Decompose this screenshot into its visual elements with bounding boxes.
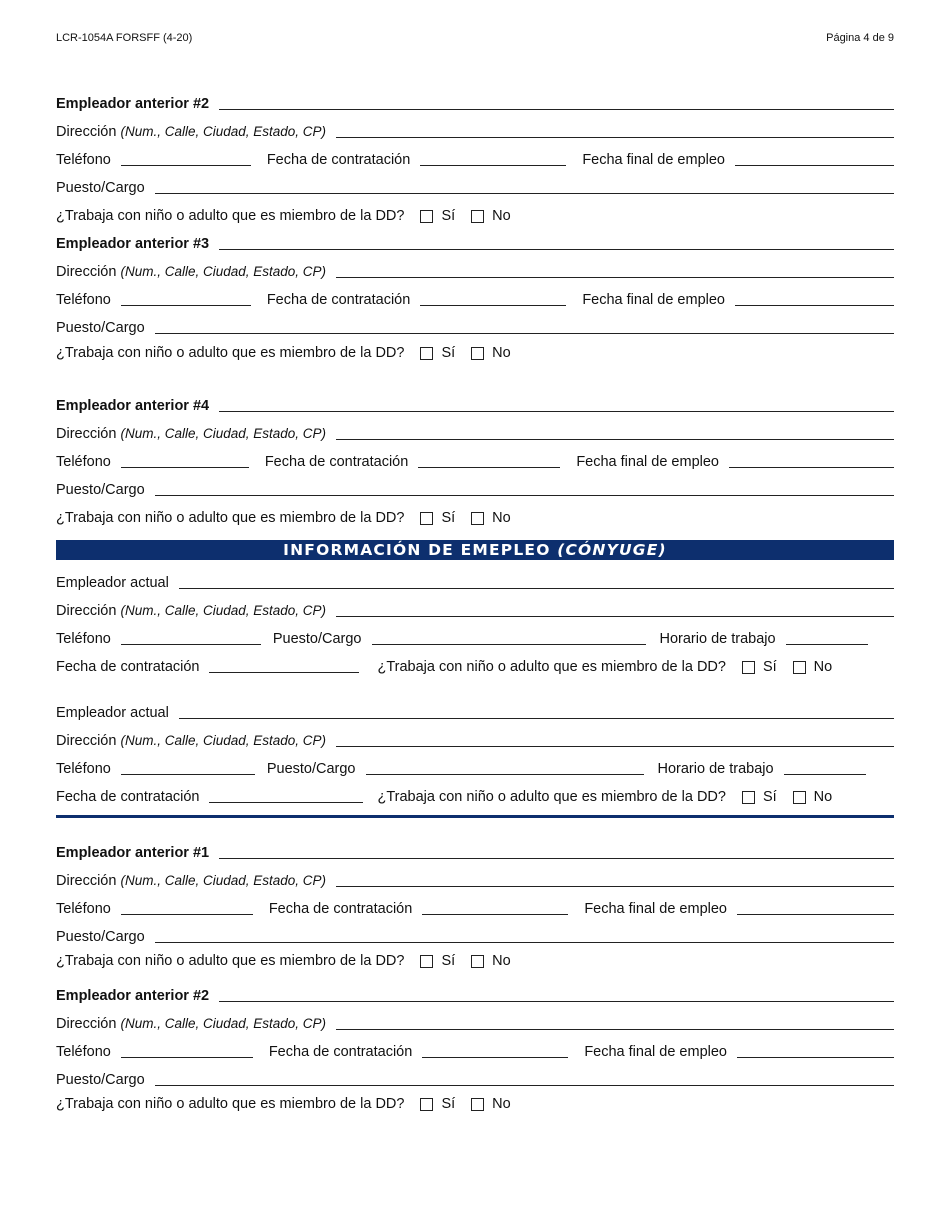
work-schedule-label: Horario de trabajo bbox=[659, 631, 776, 647]
dd-question: ¿Trabaja con niño o adulto que es miembro de la DD? bbox=[56, 208, 405, 224]
position-label: Puesto/Cargo bbox=[266, 761, 356, 777]
end-date-label: Fecha final de empleo bbox=[582, 152, 725, 168]
dd-question: ¿Trabaja con niño o adulto que es miembro de la DD? bbox=[56, 345, 405, 361]
end-date-label: Fecha final de empleo bbox=[584, 1044, 727, 1060]
dd-question: ¿Trabaja con niño o adulto que es miembro de la DD? bbox=[377, 789, 726, 805]
address-field[interactable] bbox=[336, 121, 894, 138]
phone-field[interactable] bbox=[121, 289, 251, 306]
address-label: Dirección (Num., Calle, Ciudad, Estado, CP) bbox=[56, 733, 327, 749]
phone-label: Teléfono bbox=[56, 1044, 111, 1060]
address-label: Dirección (Num., Calle, Ciudad, Estado, CP) bbox=[56, 603, 327, 619]
no-checkbox[interactable] bbox=[793, 661, 806, 674]
dd-question: ¿Trabaja con niño o adulto que es miembro de la DD? bbox=[56, 953, 405, 969]
prev-employer-field[interactable] bbox=[219, 842, 894, 859]
phone-label: Teléfono bbox=[56, 631, 111, 647]
no-checkbox[interactable] bbox=[471, 955, 484, 968]
address-row bbox=[56, 121, 894, 143]
yes-checkbox[interactable] bbox=[420, 210, 433, 223]
phone-date-row bbox=[56, 289, 894, 311]
yes-label: Sí bbox=[441, 208, 456, 224]
address-field[interactable] bbox=[336, 423, 894, 440]
position-field[interactable] bbox=[155, 479, 894, 496]
no-label: No bbox=[492, 953, 511, 969]
dd-question-row bbox=[56, 205, 894, 227]
dd-question-row bbox=[56, 950, 894, 972]
prev-employer-field[interactable] bbox=[219, 93, 894, 110]
phone-date-row bbox=[56, 149, 894, 171]
no-checkbox[interactable] bbox=[471, 347, 484, 360]
position-row bbox=[56, 479, 894, 501]
phone-field[interactable] bbox=[121, 758, 255, 775]
hire-date-label: Fecha de contratación bbox=[268, 901, 413, 917]
prev-employer-row bbox=[56, 985, 894, 1007]
end-date-label: Fecha final de empleo bbox=[582, 292, 725, 308]
phone-field[interactable] bbox=[121, 898, 253, 915]
form-code: LCR-1054A FORSFF (4-20) bbox=[56, 32, 193, 44]
work-schedule-field[interactable] bbox=[784, 758, 866, 775]
phone-label: Teléfono bbox=[56, 761, 111, 777]
hire-date-field[interactable] bbox=[418, 451, 560, 468]
phone-field[interactable] bbox=[121, 149, 251, 166]
yes-label: Sí bbox=[441, 1096, 456, 1112]
prev-employer-title: Empleador anterior #2 bbox=[56, 988, 210, 1004]
address-row bbox=[56, 730, 894, 752]
phone-field[interactable] bbox=[121, 628, 261, 645]
section-divider bbox=[56, 815, 894, 818]
end-date-field[interactable] bbox=[735, 289, 894, 306]
no-label: No bbox=[492, 1096, 511, 1112]
yes-checkbox[interactable] bbox=[420, 955, 433, 968]
prev-employer-field[interactable] bbox=[219, 395, 894, 412]
phone-date-row bbox=[56, 898, 894, 920]
hire-date-dd-row bbox=[56, 656, 894, 678]
yes-label: Sí bbox=[441, 345, 456, 361]
hire-date-field[interactable] bbox=[209, 786, 363, 803]
prev-employer-field[interactable] bbox=[219, 985, 894, 1002]
yes-label: Sí bbox=[762, 659, 777, 675]
no-checkbox[interactable] bbox=[793, 791, 806, 804]
position-row bbox=[56, 317, 894, 339]
position-row bbox=[56, 177, 894, 199]
prev-employer-title: Empleador anterior #1 bbox=[56, 845, 210, 861]
end-date-field[interactable] bbox=[737, 1041, 894, 1058]
prev-employer-row bbox=[56, 93, 894, 115]
no-label: No bbox=[813, 789, 833, 805]
current-employer-field[interactable] bbox=[179, 702, 894, 719]
prev-employer-field[interactable] bbox=[219, 233, 894, 250]
dd-question: ¿Trabaja con niño o adulto que es miembro de la DD? bbox=[377, 659, 726, 675]
yes-checkbox[interactable] bbox=[420, 347, 433, 360]
position-field[interactable] bbox=[155, 317, 894, 334]
dd-question-row bbox=[56, 342, 894, 364]
work-schedule-label: Horario de trabajo bbox=[657, 761, 774, 777]
address-field[interactable] bbox=[336, 600, 894, 617]
position-label: Puesto/Cargo bbox=[56, 929, 145, 945]
current-employer-label: Empleador actual bbox=[56, 705, 169, 721]
position-label: Puesto/Cargo bbox=[56, 1072, 145, 1088]
hire-date-field[interactable] bbox=[420, 289, 566, 306]
work-schedule-field[interactable] bbox=[786, 628, 868, 645]
position-field[interactable] bbox=[155, 926, 894, 943]
position-field[interactable] bbox=[155, 1069, 894, 1086]
phone-date-row bbox=[56, 451, 894, 473]
phone-label: Teléfono bbox=[56, 292, 111, 308]
hire-date-label: Fecha de contratación bbox=[56, 789, 200, 805]
dd-question-row bbox=[56, 507, 894, 529]
hire-date-field[interactable] bbox=[422, 898, 568, 915]
hire-date-label: Fecha de contratación bbox=[266, 152, 411, 168]
address-row bbox=[56, 870, 894, 892]
phone-label: Teléfono bbox=[56, 454, 111, 470]
current-employer-row bbox=[56, 702, 894, 724]
end-date-field[interactable] bbox=[735, 149, 894, 166]
no-label: No bbox=[492, 208, 511, 224]
phone-position-row bbox=[56, 758, 894, 780]
position-field[interactable] bbox=[155, 177, 894, 194]
hire-date-dd-row bbox=[56, 786, 894, 808]
no-checkbox[interactable] bbox=[471, 512, 484, 525]
yes-label: Sí bbox=[441, 953, 456, 969]
address-row bbox=[56, 261, 894, 283]
yes-checkbox[interactable] bbox=[742, 661, 755, 674]
no-label: No bbox=[492, 345, 511, 361]
position-label: Puesto/Cargo bbox=[272, 631, 362, 647]
dd-question: ¿Trabaja con niño o adulto que es miembro de la DD? bbox=[56, 510, 405, 526]
hire-date-field[interactable] bbox=[209, 656, 359, 673]
address-label: Dirección (Num., Calle, Ciudad, Estado, CP) bbox=[56, 264, 327, 280]
address-row bbox=[56, 1013, 894, 1035]
prev-employer-row bbox=[56, 842, 894, 864]
position-label: Puesto/Cargo bbox=[56, 482, 145, 498]
dd-question: ¿Trabaja con niño o adulto que es miembro de la DD? bbox=[56, 1096, 405, 1112]
phone-date-row bbox=[56, 1041, 894, 1063]
prev-employer-title: Empleador anterior #3 bbox=[56, 236, 210, 252]
current-employer-field[interactable] bbox=[179, 572, 894, 589]
position-field[interactable] bbox=[366, 758, 644, 775]
page-number: Página 4 de 9 bbox=[826, 32, 894, 44]
position-row bbox=[56, 1069, 894, 1091]
prev-employer-row bbox=[56, 395, 894, 417]
prev-employer-title: Empleador anterior #2 bbox=[56, 96, 210, 112]
phone-field[interactable] bbox=[121, 1041, 253, 1058]
address-label: Dirección (Num., Calle, Ciudad, Estado, CP) bbox=[56, 124, 327, 140]
yes-label: Sí bbox=[762, 789, 777, 805]
phone-position-row bbox=[56, 628, 894, 650]
current-employer-row bbox=[56, 572, 894, 594]
position-field[interactable] bbox=[372, 628, 646, 645]
yes-checkbox[interactable] bbox=[420, 1098, 433, 1111]
no-label: No bbox=[813, 659, 833, 675]
phone-label: Teléfono bbox=[56, 152, 111, 168]
address-field[interactable] bbox=[336, 870, 894, 887]
address-row bbox=[56, 423, 894, 445]
address-label: Dirección (Num., Calle, Ciudad, Estado, CP) bbox=[56, 873, 327, 889]
address-row bbox=[56, 600, 894, 622]
end-date-label: Fecha final de empleo bbox=[576, 454, 719, 470]
end-date-label: Fecha final de empleo bbox=[584, 901, 727, 917]
yes-checkbox[interactable] bbox=[420, 512, 433, 525]
address-field[interactable] bbox=[336, 730, 894, 747]
position-row bbox=[56, 926, 894, 948]
end-date-field[interactable] bbox=[729, 451, 894, 468]
position-label: Puesto/Cargo bbox=[56, 320, 145, 336]
hire-date-label: Fecha de contratación bbox=[264, 454, 409, 470]
phone-field[interactable] bbox=[121, 451, 249, 468]
prev-employer-row bbox=[56, 233, 894, 255]
hire-date-field[interactable] bbox=[420, 149, 566, 166]
prev-employer-title: Empleador anterior #4 bbox=[56, 398, 210, 414]
end-date-field[interactable] bbox=[737, 898, 894, 915]
yes-checkbox[interactable] bbox=[742, 791, 755, 804]
hire-date-label: Fecha de contratación bbox=[268, 1044, 413, 1060]
hire-date-field[interactable] bbox=[422, 1041, 568, 1058]
hire-date-label: Fecha de contratación bbox=[56, 659, 200, 675]
spouse-employment-banner bbox=[56, 540, 894, 560]
current-employer-label: Empleador actual bbox=[56, 575, 169, 591]
yes-label: Sí bbox=[441, 510, 456, 526]
address-label: Dirección (Num., Calle, Ciudad, Estado, CP) bbox=[56, 426, 327, 442]
no-checkbox[interactable] bbox=[471, 1098, 484, 1111]
address-label: Dirección (Num., Calle, Ciudad, Estado, CP) bbox=[56, 1016, 327, 1032]
phone-label: Teléfono bbox=[56, 901, 111, 917]
no-checkbox[interactable] bbox=[471, 210, 484, 223]
hire-date-label: Fecha de contratación bbox=[266, 292, 411, 308]
banner-title: INFORMACIÓN DE EMEPLEO bbox=[283, 541, 551, 559]
address-field[interactable] bbox=[336, 1013, 894, 1030]
position-label: Puesto/Cargo bbox=[56, 180, 145, 196]
dd-question-row bbox=[56, 1093, 894, 1115]
no-label: No bbox=[492, 510, 511, 526]
banner-subtitle: (CÓNYUGE) bbox=[557, 541, 667, 559]
address-field[interactable] bbox=[336, 261, 894, 278]
